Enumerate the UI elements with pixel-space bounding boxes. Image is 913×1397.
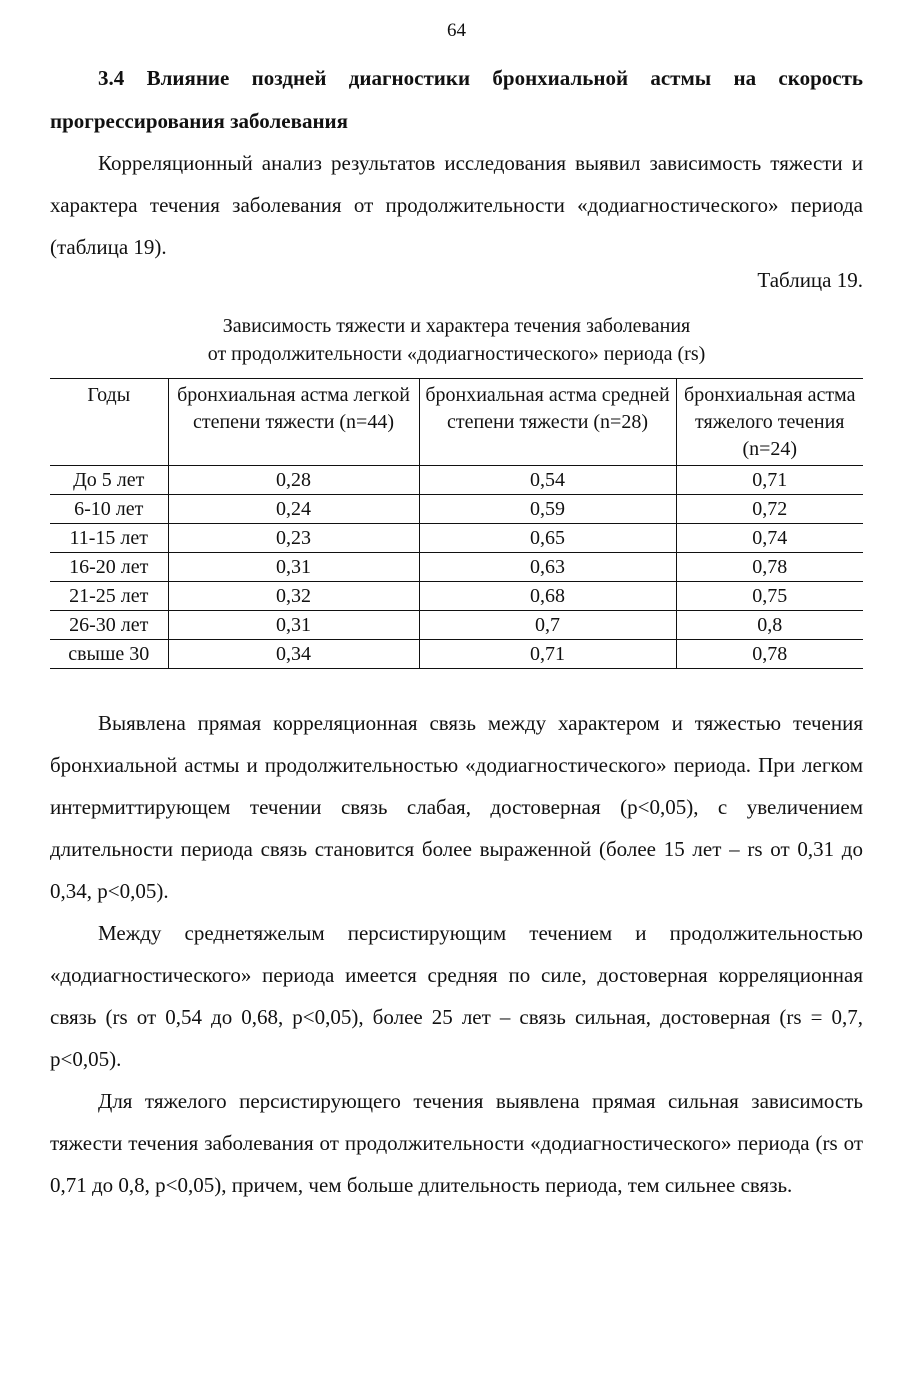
table-row: [50, 582, 863, 611]
cell-mild: 0,32: [168, 582, 419, 611]
cell-years: 21-25 лет: [50, 582, 168, 611]
cell-mild: 0,31: [168, 611, 419, 640]
cell-severe: 0,71: [676, 466, 863, 495]
table-caption-line-1: Зависимость тяжести и характера течения заболевания: [222, 315, 691, 337]
cell-years: 26-30 лет: [50, 611, 168, 640]
cell-moderate: 0,54: [419, 466, 676, 495]
cell-severe: 0,74: [676, 524, 863, 553]
cell-years: 11-15 лет: [50, 524, 168, 553]
body-paragraph-3: Для тяжелого персистирующего течения выявлена прямая сильная зависимость тяжести течения заболевания от продолжительности «додиагностического» периода (rs от 0,71 до 0,8, р<0,05), причем, чем больше длительность периода, тем сильнее связь.: [50, 1089, 863, 1197]
table-row: [50, 553, 863, 582]
cell-years: До 5 лет: [50, 466, 168, 495]
cell-severe: 0,75: [676, 582, 863, 611]
section-heading: 3.4 Влияние поздней диагностики бронхиальной астмы на скорость прогрессирования заболевания: [50, 66, 863, 133]
cell-moderate: 0,63: [419, 553, 676, 582]
table-row: [50, 640, 863, 669]
body-paragraph-1: Выявлена прямая корреляционная связь между характером и тяжестью течения бронхиальной астмы и продолжительностью «додиагностического» периода. При легком интермиттирующем течении связь слабая, достоверная (р<0,05), с увеличением длительности периода связь становится более выраженной (более 15 лет – rs от 0,31 до 0,34, р<0,05).: [50, 711, 863, 903]
table-row: [50, 611, 863, 640]
cell-mild: 0,34: [168, 640, 419, 669]
page-number: 64: [447, 20, 466, 41]
table-row: [50, 495, 863, 524]
cell-moderate: 0,59: [419, 495, 676, 524]
header-moderate: бронхиальная астма средней степени тяжести (n=28): [419, 379, 676, 466]
cell-moderate: 0,71: [419, 640, 676, 669]
cell-years: 16-20 лет: [50, 553, 168, 582]
cell-severe: 0,72: [676, 495, 863, 524]
table-row: [50, 524, 863, 553]
cell-mild: 0,31: [168, 553, 419, 582]
intro-paragraph: Корреляционный анализ результатов исследования выявил зависимость тяжести и характера течения заболевания от продолжительности «додиагностического» периода (таблица 19).: [50, 151, 863, 259]
body-paragraph-2: Между среднетяжелым персистирующим течением и продолжительностью «додиагностического» периода имеется средняя по силе, достоверная корреляционная связь (rs от 0,54 до 0,68, р<0,05), более 25 лет – связь сильная, достоверная (rs = 0,7, р<0,05).: [50, 921, 863, 1071]
cell-moderate: 0,7: [419, 611, 676, 640]
cell-years: свыше 30: [50, 640, 168, 669]
table-caption-line-2: от продолжительности «додиагностического» периода (rs): [207, 343, 706, 365]
table-caption: [50, 312, 863, 368]
cell-mild: 0,23: [168, 524, 419, 553]
table-header-row: [50, 379, 863, 466]
cell-severe: 0,8: [676, 611, 863, 640]
table-row: [50, 466, 863, 495]
cell-mild: 0,28: [168, 466, 419, 495]
cell-severe: 0,78: [676, 553, 863, 582]
header-severe: бронхиальная астма тяжелого течения (n=24): [676, 379, 863, 466]
table-label: Таблица 19.: [757, 268, 863, 292]
cell-moderate: 0,68: [419, 582, 676, 611]
cell-severe: 0,78: [676, 640, 863, 669]
correlation-table: [50, 378, 863, 669]
cell-years: 6-10 лет: [50, 495, 168, 524]
cell-moderate: 0,65: [419, 524, 676, 553]
header-years: Годы: [50, 379, 168, 466]
cell-mild: 0,24: [168, 495, 419, 524]
header-mild: бронхиальная астма легкой степени тяжести (n=44): [168, 379, 419, 466]
